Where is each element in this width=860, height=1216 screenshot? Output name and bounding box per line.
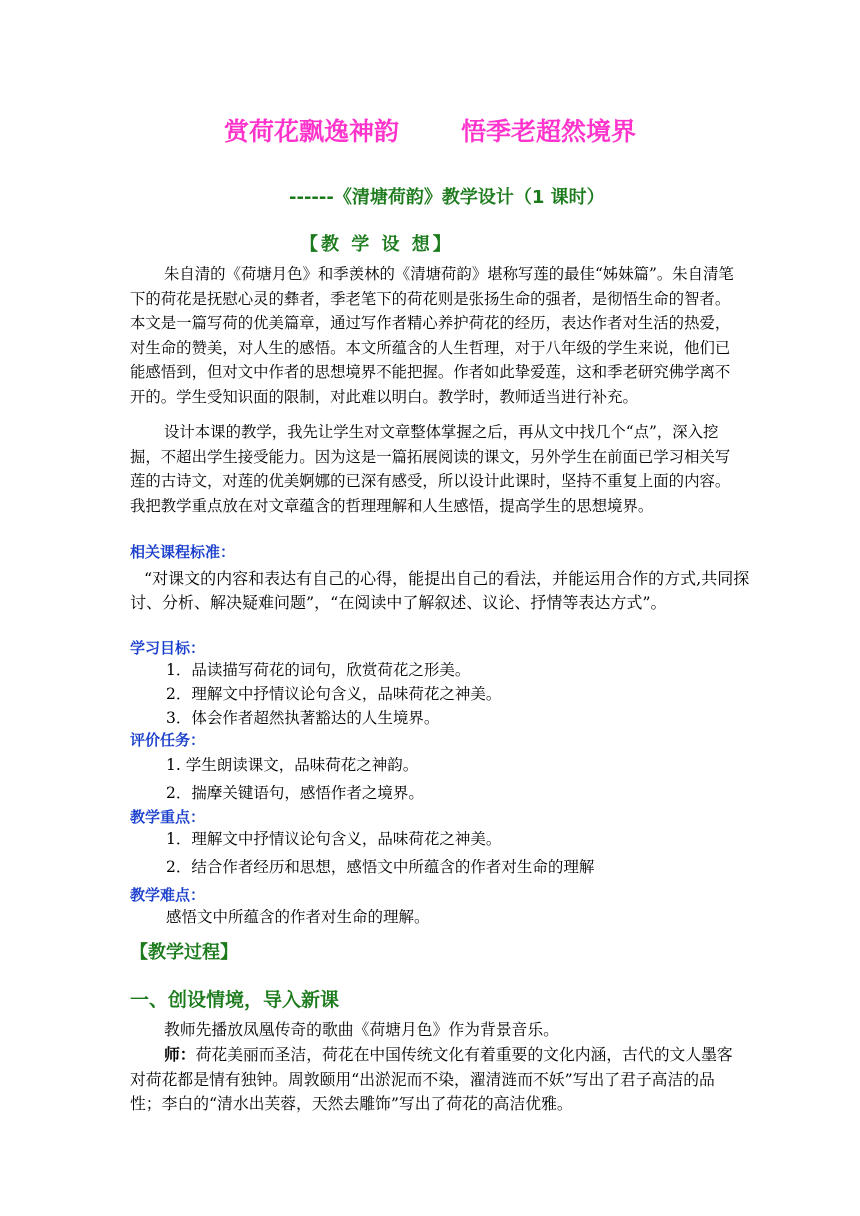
teacher-label: 师： bbox=[164, 1045, 196, 1064]
design-paragraph-1: 朱自清的《荷塘月色》和季羡林的《清塘荷韵》堪称写莲的最佳“姊妹篇”。朱自清笔下的荷花是抚慰心灵的彝者，季老笔下的荷花则是张扬生命的强者，是彻悟生命的智者。本文是一篇写荷的优美篇章，通过写作者精心养护荷花的经历，表达作者对生活的热爱，对生命的赞美，对人生的感悟。本文所蕴含的人生哲理，对于八年级的学生来说，他们已能感悟到，但对文中作者的思想境界不能把握。作者如此挚爱莲，这和季老研究佛学离不开的。学生受知识面的限制，对此难以明白。教学时，教师适当进行补充。 bbox=[130, 265, 734, 406]
key-point-item: 2．结合作者经历和思想，感悟文中所蕴含的作者对生命的理解 bbox=[166, 858, 595, 876]
key-point-item: 1．理解文中抒情议论句含义，品味荷花之神美。 bbox=[166, 830, 502, 848]
page-title bbox=[0, 112, 860, 148]
section-1-teacher-paragraph bbox=[130, 1043, 742, 1117]
page-subtitle: ------《清塘荷韵》教学设计（1 课时） bbox=[289, 187, 605, 208]
task-item: 2．揣摩关键语句，感悟作者之境界。 bbox=[166, 784, 424, 802]
goal-item: 1．品读描写荷花的词句，欣赏荷花之形美。 bbox=[166, 661, 471, 679]
difficulties-heading: 教学难点： bbox=[130, 886, 206, 904]
task-item: 1. 学生朗读课文，品味荷花之神韵。 bbox=[166, 756, 419, 774]
design-paragraph-2: 设计本课的教学，我先让学生对文章整体掌握之后，再从文中找几个“点”，深入挖掘，不超出学生接受能力。因为这是一篇拓展阅读的课文，另外学生在前面已学习相关写莲的古诗文，对莲的优美婀娜的已深有感受，所以设计此课时，坚持不重复上面的内容。我把教学重点放在对文章蕴含的哲理理解和人生感悟，提高学生的思想境界。 bbox=[130, 423, 731, 515]
section-1-heading: 一、创设情境，导入新课 bbox=[130, 989, 340, 1011]
tasks-heading: 评价任务： bbox=[130, 731, 206, 749]
title-left: 赏荷花飘逸神韵 bbox=[223, 117, 399, 146]
goals-heading: 学习目标： bbox=[130, 639, 206, 657]
standards-heading: 相关课程标准： bbox=[130, 543, 236, 561]
goal-item: 3．体会作者超然执著豁达的人生境界。 bbox=[166, 709, 440, 727]
standards-text: “对课文的内容和表达有自己的心得，能提出自己的看法，并能运用合作的方式,共同探讨、分析、解决疑难问题”，“在阅读中了解叙述、议论、抒情等表达方式”。 bbox=[130, 569, 750, 612]
key-points-heading: 教学重点： bbox=[130, 808, 206, 826]
process-heading: 【教学过程】 bbox=[130, 942, 238, 963]
difficulties-text: 感悟文中所蕴含的作者对生命的理解。 bbox=[166, 908, 430, 926]
teacher-text: 荷花美丽而圣洁，荷花在中国传统文化有着重要的文化内涵，古代的文人墨客对荷花都是情有独钟。周敦颐用“出淤泥而不染，濯清涟而不妖”写出了君子高洁的品性；李白的“清水出芙蓉，天然去雕饰”写出了荷花的高洁优雅。 bbox=[130, 1045, 733, 1113]
title-right: 悟季老超然境界 bbox=[461, 117, 637, 146]
section-1-intro: 教师先播放凤凰传奇的歌曲《荷塘月色》作为背景音乐。 bbox=[164, 1020, 559, 1039]
design-heading: 【教 学 设 想】 bbox=[300, 234, 454, 255]
goal-item: 2．理解文中抒情议论句含义，品味荷花之神美。 bbox=[166, 685, 502, 703]
